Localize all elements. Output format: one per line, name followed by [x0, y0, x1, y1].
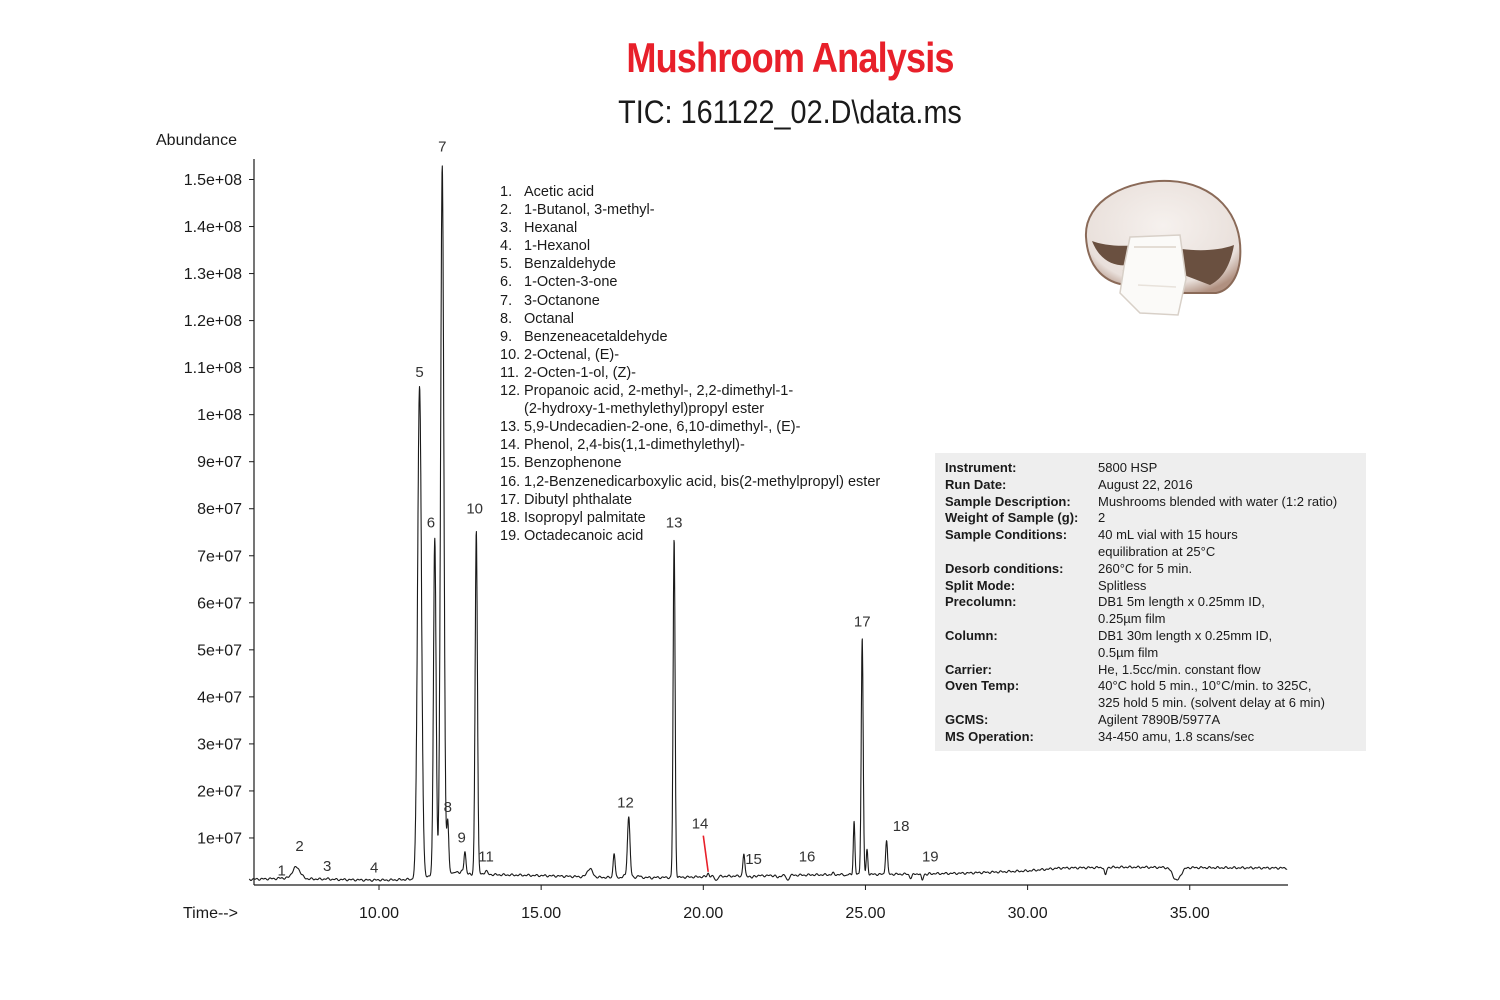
compound-list-item — [500, 292, 880, 310]
compound-name: 1-Octen-3-one — [524, 274, 618, 291]
compound-number: 2. — [500, 202, 513, 219]
compound-number: 9. — [500, 328, 513, 345]
info-key: MS Operation: — [945, 728, 1034, 744]
peak-label-3: 3 — [322, 857, 332, 875]
chart-title: Mushroom Analysis — [626, 34, 954, 81]
compound-number: 8. — [500, 310, 513, 327]
compound-number: 19. — [500, 527, 521, 544]
compound-list-item — [500, 201, 880, 219]
compound-list-item — [500, 491, 880, 509]
peak-label-11: 11 — [478, 848, 494, 866]
chart-subtitle: TIC: 161122_02.D\data.ms — [618, 94, 962, 130]
compound-name: Benzeneacetaldehyde — [524, 328, 668, 345]
compound-list-item — [500, 400, 880, 418]
compound-list-item — [500, 436, 880, 454]
info-value: Mushrooms blended with water (1:2 ratio) — [1098, 493, 1338, 509]
info-row — [945, 628, 1366, 662]
info-value: DB1 30m length x 0.25mm ID, 0.5µm film — [1098, 627, 1273, 660]
instrument-info-panel — [935, 453, 1366, 751]
compound-name: Acetic acid — [524, 184, 595, 200]
info-key: Carrier: — [945, 661, 992, 677]
info-row — [945, 729, 1366, 746]
compound-number: 7. — [500, 292, 513, 309]
y-tick-label: 4e+07 — [197, 689, 242, 707]
x-tick-label: 35.00 — [1169, 905, 1210, 922]
peak-label-8: 8 — [443, 799, 452, 817]
peak-label-18: 18 — [892, 817, 910, 835]
info-row — [945, 460, 1366, 477]
info-row — [945, 678, 1366, 712]
info-key: Sample Conditions: — [945, 527, 1068, 543]
compound-name: Octanal — [524, 310, 574, 327]
info-key: Split Mode: — [945, 577, 1016, 593]
compound-list-item — [500, 310, 880, 328]
compound-number: 10. — [500, 346, 521, 363]
compound-name: Benzophenone — [524, 455, 622, 472]
compound-list-item — [500, 183, 880, 201]
compound-number: 6. — [500, 274, 513, 291]
info-row — [945, 578, 1366, 595]
y-tick-label: 6e+07 — [197, 595, 242, 613]
compound-number: 16. — [500, 473, 521, 490]
peak-label-12: 12 — [617, 794, 634, 812]
info-row — [945, 510, 1366, 527]
peak-14-pointer-line — [703, 836, 708, 872]
info-key: Column: — [945, 627, 998, 643]
x-tick-label: 10.00 — [358, 905, 400, 922]
compound-name: Propanoic acid, 2-methyl-, 2,2-dimethyl-1- — [524, 383, 794, 400]
peak-label-2: 2 — [295, 838, 304, 856]
info-row — [945, 527, 1366, 561]
info-row — [945, 494, 1366, 511]
compound-name: 3-Octanone — [524, 292, 600, 309]
compound-name: 1,2-Benzenedicarboxylic acid, bis(2-methylpropyl) ester — [524, 473, 881, 490]
peak-label-17: 17 — [853, 613, 871, 631]
compound-name: Octadecanoic acid — [524, 527, 644, 544]
info-row — [945, 594, 1366, 628]
y-tick-label: 1.3e+08 — [183, 266, 242, 284]
compound-number: 17. — [500, 491, 521, 508]
info-key: Sample Description: — [945, 493, 1071, 509]
compound-name: Phenol, 2,4-bis(1,1-dimethylethyl)- — [524, 437, 745, 454]
info-row — [945, 477, 1366, 494]
peak-label-5: 5 — [415, 364, 424, 382]
info-value: 2 — [1098, 510, 1106, 526]
y-tick-label: 5e+07 — [197, 642, 242, 660]
compound-name: 1-Butanol, 3-methyl- — [524, 202, 655, 219]
info-key: Precolumn: — [945, 594, 1017, 610]
info-value: He, 1.5cc/min. constant flow — [1098, 661, 1261, 677]
x-tick-label: 15.00 — [521, 905, 562, 922]
y-tick-label: 1.5e+08 — [183, 172, 242, 189]
peak-label-1: 1 — [277, 862, 286, 880]
sliced-mushroom-photo-icon — [1078, 175, 1248, 325]
info-value: Splitless — [1098, 577, 1147, 593]
info-row — [945, 712, 1366, 729]
info-key: Desorb conditions: — [945, 560, 1064, 576]
compound-number: 15. — [500, 455, 521, 472]
peak-label-10: 10 — [466, 500, 484, 518]
compound-name: 5,9-Undecadien-2-one, 6,10-dimethyl-, (E)- — [524, 419, 801, 436]
peak-label-9: 9 — [457, 829, 466, 847]
compound-name: Hexanal — [524, 220, 578, 237]
y-tick-label: 3e+07 — [197, 736, 242, 754]
info-value: August 22, 2016 — [1098, 476, 1193, 492]
compound-name: 2-Octenal, (E)- — [524, 346, 620, 363]
info-row — [945, 561, 1366, 578]
info-key: Instrument: — [945, 460, 1017, 475]
y-tick-label: 9e+07 — [197, 454, 242, 472]
x-tick-label: 25.00 — [845, 905, 886, 922]
compound-number: 1. — [500, 184, 513, 200]
y-tick-label: 1.1e+08 — [183, 360, 242, 378]
info-key: Weight of Sample (g): — [945, 510, 1079, 526]
peak-label-13: 13 — [665, 514, 683, 532]
compound-list-item — [500, 473, 880, 491]
y-tick-label: 8e+07 — [197, 501, 242, 519]
compound-list-item — [500, 418, 880, 436]
compound-list-item — [500, 237, 880, 255]
compound-list-item — [500, 346, 880, 364]
peak-label-6: 6 — [426, 514, 436, 532]
compound-list-item — [500, 255, 880, 273]
info-value: 40 mL vial with 15 hours equilibration at 25°C — [1098, 527, 1238, 559]
compound-name: (2-hydroxy-1-methylethyl)propyl ester — [524, 401, 765, 418]
compound-number: 13. — [500, 419, 521, 436]
compound-legend-list — [500, 183, 880, 545]
compound-name: Dibutyl phthalate — [524, 491, 633, 508]
y-tick-label: 1e+08 — [197, 407, 242, 425]
compound-number: 3. — [500, 220, 513, 237]
peak-label-16: 16 — [798, 848, 816, 866]
compound-list-item — [500, 364, 880, 382]
y-tick-label: 2e+07 — [197, 783, 242, 801]
compound-name: 2-Octen-1-ol, (Z)- — [524, 364, 636, 381]
compound-number: 18. — [500, 509, 521, 526]
compound-number: 14. — [500, 437, 521, 454]
x-axis-label: Time--> — [183, 905, 238, 922]
compound-list-item — [500, 273, 880, 291]
compound-number: 5. — [500, 256, 513, 273]
y-tick-label: 1.4e+08 — [183, 219, 242, 237]
info-value: Agilent 7890B/5977A — [1098, 711, 1221, 727]
y-tick-label: 1.2e+08 — [183, 313, 242, 331]
y-tick-label: 7e+07 — [197, 548, 242, 566]
x-tick-label: 30.00 — [1007, 905, 1048, 922]
peak-label-7: 7 — [438, 138, 447, 156]
compound-name: 1-Hexanol — [524, 238, 591, 255]
peak-label-14: 14 — [691, 815, 709, 833]
compound-name: Benzaldehyde — [524, 256, 616, 273]
x-tick-label: 20.00 — [683, 905, 724, 922]
compound-list-item — [500, 328, 880, 346]
compound-list-item — [500, 454, 880, 472]
compound-list-item — [500, 509, 880, 527]
compound-name: Isopropyl palmitate — [524, 509, 646, 526]
compound-list-item — [500, 219, 880, 237]
info-key: GCMS: — [945, 711, 989, 727]
info-row — [945, 662, 1366, 679]
info-key: Oven Temp: — [945, 678, 1020, 694]
info-value: 40°C hold 5 min., 10°C/min. to 325C, 325 hold 5 min. (solvent delay at 6 min) — [1098, 678, 1325, 711]
peak-label-19: 19 — [921, 848, 939, 866]
compound-number — [500, 400, 524, 418]
compound-number: 12. — [500, 383, 521, 400]
compound-list-item — [500, 382, 880, 400]
compound-number: 4. — [500, 238, 513, 255]
y-axis-label: Abundance — [156, 132, 237, 149]
peak-label-15: 15 — [745, 850, 762, 868]
info-value: DB1 5m length x 0.25mm ID, 0.25µm film — [1098, 594, 1265, 627]
info-key: Run Date: — [945, 476, 1007, 492]
info-value: 34-450 amu, 1.8 scans/sec — [1098, 728, 1255, 744]
info-value: 5800 HSP — [1098, 460, 1158, 475]
compound-list-item — [500, 527, 880, 545]
peak-label-4: 4 — [369, 859, 379, 877]
y-tick-label: 1e+07 — [197, 830, 242, 848]
info-value: 260°C for 5 min. — [1098, 560, 1193, 576]
compound-number: 11. — [500, 364, 520, 381]
